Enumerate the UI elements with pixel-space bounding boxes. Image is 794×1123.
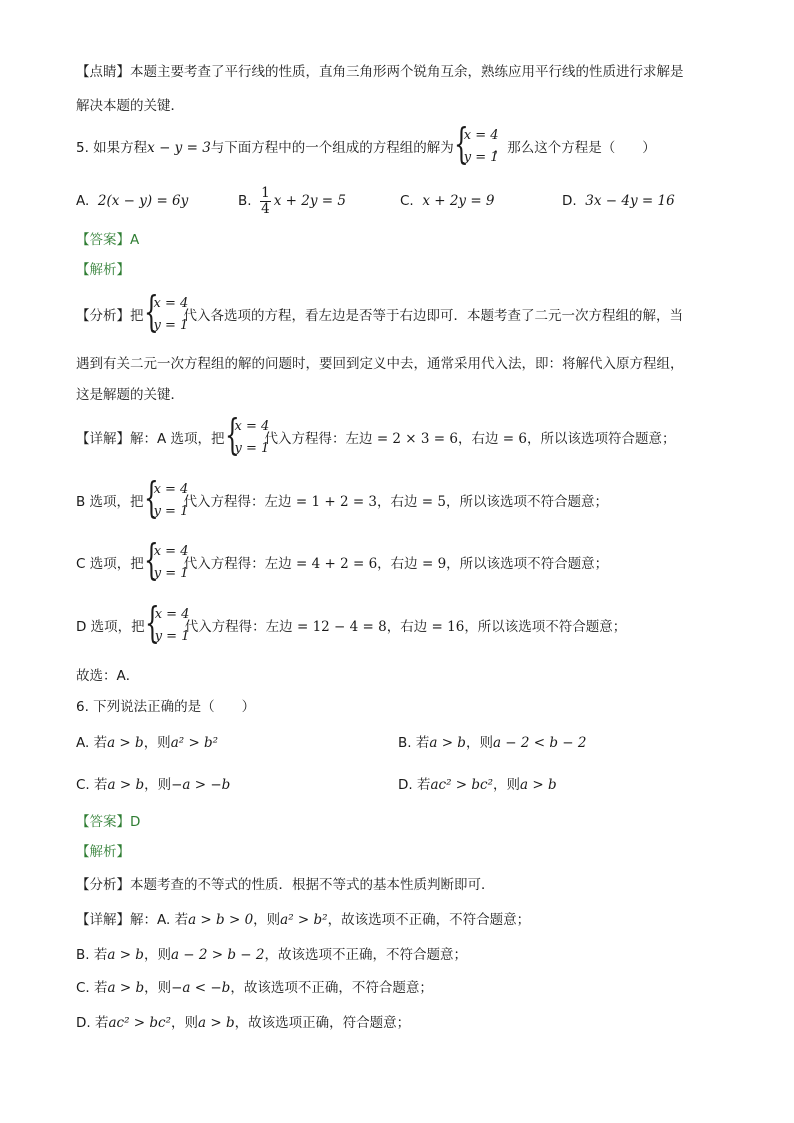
q5-detail-d: D 选项，把 { x = 4 y = 1 代入方程得：左边 = 12 − 4 = 8，右边 = 16，所以该选项不符合题意； xyxy=(76,598,627,647)
q6-answer: 【答案】D xyxy=(76,814,141,830)
q5-option-b: B. $\frac{1}{4}$ x + 2y = 5 xyxy=(238,184,346,217)
q6-option-b: B. 若a > b，则a − 2 < b − 2 xyxy=(398,735,587,751)
q5-answer: 【答案】A xyxy=(76,232,140,248)
q6-detail-c: C. 若a > b，则−a < −b，故该选项不正确，不符合题意； xyxy=(76,980,433,996)
q5-jiexi-heading: 【解析】 xyxy=(76,262,130,278)
q5-detail-a: 【详解】解：A 选项，把 { x = 4 y = 1 代入方程得：左边 = 2 × 3 = 6，右边 = 6，所以该选项符合题意； xyxy=(76,410,676,459)
q5-fenxi-line3: 这是解题的关键． xyxy=(76,387,184,403)
dianjing-line1: 【点睛】本题主要考查了平行线的性质，直角三角形两个锐角互余，熟练应用平行线的性质进行求解是 xyxy=(76,64,684,80)
q6-detail-b: B. 若a > b，则a − 2 > b − 2，故该选项不正确，不符合题意； xyxy=(76,947,468,963)
q5-system: { x = 4 y = 1 xyxy=(453,119,499,168)
q6-option-d: D. 若ac² > bc²，则a > b xyxy=(398,777,557,793)
q6-detail-a: 【详解】解：A. 若a > b > 0，则a² > b²，故该选项不正确，不符合题意； xyxy=(76,912,531,928)
q5-fenxi-line2: 遇到有关二元一次方程组的解的问题时，要回到定义中去，通常采用代入法，即：将解代入原方程组， xyxy=(76,356,684,372)
q6-option-c: C. 若a > b，则−a > −b xyxy=(76,777,231,793)
q5-given-equation: x − y = 3 xyxy=(147,140,211,156)
q5-stem: 5. 如果方程x − y = 3与下面方程中的一个组成的方程组的解为 { x = 4 y = 1 ，那么这个方程是（ ） xyxy=(76,119,656,168)
dianjing-line2: 解决本题的关键． xyxy=(76,98,184,114)
q6-jiexi-heading: 【解析】 xyxy=(76,844,130,860)
q6-stem: 6. 下列说法正确的是（ ） xyxy=(76,699,256,715)
q5-option-d: D. 3x − 4y = 16 xyxy=(562,193,675,209)
q6-fenxi: 【分析】本题考查的不等式的性质．根据不等式的基本性质判断即可． xyxy=(76,877,495,893)
q5-option-a: A. 2(x − y) = 6y xyxy=(76,193,189,209)
q5-detail-c: C 选项，把 { x = 4 y = 1 代入方程得：左边 = 4 + 2 = 6，右边 = 9，所以该选项不符合题意； xyxy=(76,535,609,584)
q5-fenxi-line1: 【分析】把 { x = 4 y = 1 代入各选项的方程，看左边是否等于右边即可．本题考查了二元一次方程组的解，当 xyxy=(76,287,683,336)
q5-fenxi-system: { x = 4 y = 1 xyxy=(143,287,189,336)
q5-conclusion: 故选：A． xyxy=(76,668,140,684)
q5-detail-b: B 选项，把 { x = 4 y = 1 代入方程得：左边 = 1 + 2 = 3，右边 = 5，所以该选项不符合题意； xyxy=(76,473,608,522)
q6-option-a: A. 若a > b，则a² > b² xyxy=(76,735,219,751)
q5-option-c: C. x + 2y = 9 xyxy=(400,193,495,209)
q6-detail-d: D. 若ac² > bc²，则a > b，故该选项正确，符合题意； xyxy=(76,1015,411,1031)
dianjing-tag: 【点睛】 xyxy=(76,64,130,80)
